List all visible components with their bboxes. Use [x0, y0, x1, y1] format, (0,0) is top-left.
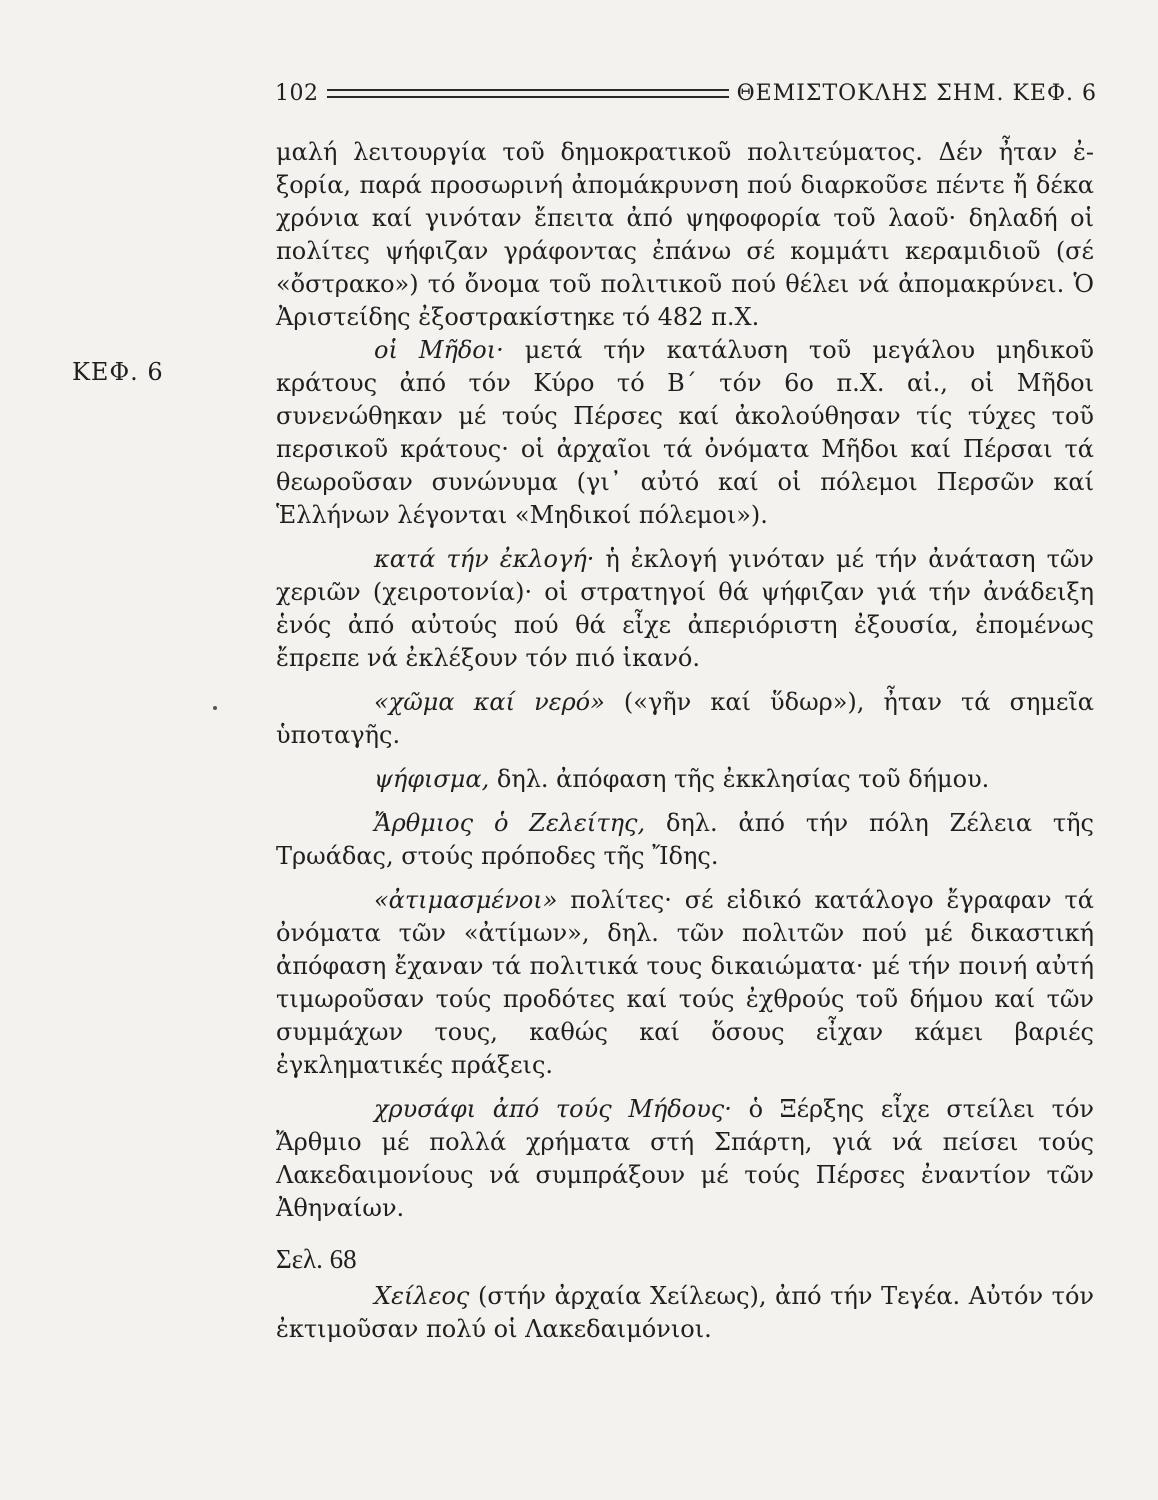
glossary-text: («γῆν καί ὕδωρ»), ἦταν τά σημεῖα ὑποταγῆς. — [276, 688, 1094, 749]
glossary-text: ἡ ἐκλογή γινόταν μέ τήν ἀνάταση τῶν χεριῶν (χειροτονία)· οἱ στρατηγοί θά ψήφιζαν γιά τήν ἀνάδειξη ἑνός ἀπό αὐτούς πού θά εἶχε ἀπεριόριστη ἐξουσία, ἐπομένως ἔπρεπε νά ἐκλέξουν τόν πιό ἱκανό. — [276, 545, 1095, 672]
glossary-text: πολίτες· σέ εἰδικό κατάλογο ἔγραφαν τά ὀνόματα τῶν «ἀτίμων», δηλ. τῶν πολιτῶν πού μέ δικαστική ἀπόφαση ἔχαναν τά πολιτικά τους δικαιώματα· μέ τήν ποινή αὐτή τιμωροῦσαν τούς προδότες καί τούς ἐχθρούς τοῦ δήμου καί τῶν συμμάχων τους, καθώς καί ὅσους εἶχαν κάμει βαριές ἐγκληματικές πράξεις. — [276, 886, 1094, 1079]
section-heading: Σελ. 68 — [276, 1244, 357, 1274]
glossary-entry — [276, 334, 1094, 532]
glossary-entry — [276, 686, 1094, 752]
paragraph — [276, 136, 1094, 334]
glossary-term: Χείλεος — [374, 1282, 470, 1310]
glossary-entry — [276, 543, 1094, 675]
glossary-term: «χῶμα καί νερό» — [374, 688, 605, 716]
glossary-entry — [276, 807, 1094, 873]
glossary-term: οἱ Μῆδοι· — [374, 336, 504, 364]
glossary-text: (στήν ἀρχαία Χείλεως), ἀπό τήν Τεγέα. Αὐτόν τόν ἐκτιμοῦσαν πολύ οἱ Λακεδαιμόνιοι. — [276, 1282, 1094, 1343]
glossary-entry — [276, 1093, 1094, 1225]
glossary-text: ὁ Ξέρξης εἶχε στείλει τόν Ἄρθμιο μέ πολλά χρήματα στή Σπάρτη, γιά νά πείσει τούς Λακεδαιμονίους νά συμπράξουν μέ τούς Πέρσες ἐναντίον τῶν Ἀθηναίων. — [276, 1095, 1094, 1222]
header-rule — [327, 89, 729, 98]
margin-chapter-note: ΚΕΦ. 6 — [72, 358, 164, 386]
running-title: ΘΕΜΙΣΤΟΚΛΗΣ ΣΗΜ. ΚΕΦ. 6 — [736, 80, 1097, 106]
stray-mark — [213, 706, 217, 710]
glossary-term: ψήφισμα, — [374, 765, 490, 793]
glossary-text: δηλ. ἀπόφαση τῆς ἐκκλησίας τοῦ δήμου. — [489, 765, 990, 793]
glossary-entry — [276, 763, 1094, 796]
glossary-term: κατά τήν ἐκλογή· — [374, 545, 595, 573]
glossary-text: δηλ. ἀπό τήν πόλη Ζέλεια τῆς Τρωάδας, στούς πρόποδες τῆς Ἴδης. — [276, 809, 1094, 870]
page-number: 102 — [275, 80, 319, 106]
glossary-entry — [276, 884, 1094, 1082]
glossary-term: Ἄρθμιος ὁ Ζελείτης, — [374, 809, 646, 837]
glossary-text: μετά τήν κατάλυση τοῦ μεγάλου μηδικοῦ κράτους ἀπό τόν Κύρο τό Β΄ τόν 6ο π.Χ. αἰ., οἱ Μῆδοι συνενώθηκαν μέ τούς Πέρσες καί ἀκολούθησαν τίς τύχες τοῦ περσικοῦ κράτους· οἱ ἀρχαῖοι τά ὀνόματα Μῆδοι καί Πέρσαι τά θεωροῦσαν συνώνυμα (γι᾽ αὐτό καί οἱ πόλεμοι Περσῶν καί Ἑλλήνων λέγονται «Μηδικοί πόλεμοι»). — [276, 336, 1094, 529]
glossary-term: «ἀτιμασμένοι» — [374, 886, 558, 914]
paragraph-text: μαλή λειτουργία τοῦ δημοκρατικοῦ πολιτεύματος. Δέν ἦταν ἐ-ξορία, παρά προσωρινή ἀπομάκρυνση πού διαρκοῦσε πέντε ἤ δέκα χρόνια καί γινόταν ἔπειτα ἀπό ψηφοφορία τοῦ λαοῦ· δηλαδή οἱ πολίτες ψήφιζαν γράφοντας ἐπάνω σέ κομμάτι κεραμιδιοῦ (σέ «ὄστρακο») τό ὄνομα τοῦ πολιτικοῦ πού θέλει νά ἀπομακρύνει. Ὁ Ἀριστείδης ἐξοστρακίστηκε τό 482 π.Χ. — [276, 138, 1094, 331]
glossary-entry — [276, 1280, 1094, 1346]
glossary-term: χρυσάφι ἀπό τούς Μήδους· — [374, 1095, 732, 1123]
running-header — [275, 78, 1097, 108]
body-text — [276, 136, 1094, 1346]
